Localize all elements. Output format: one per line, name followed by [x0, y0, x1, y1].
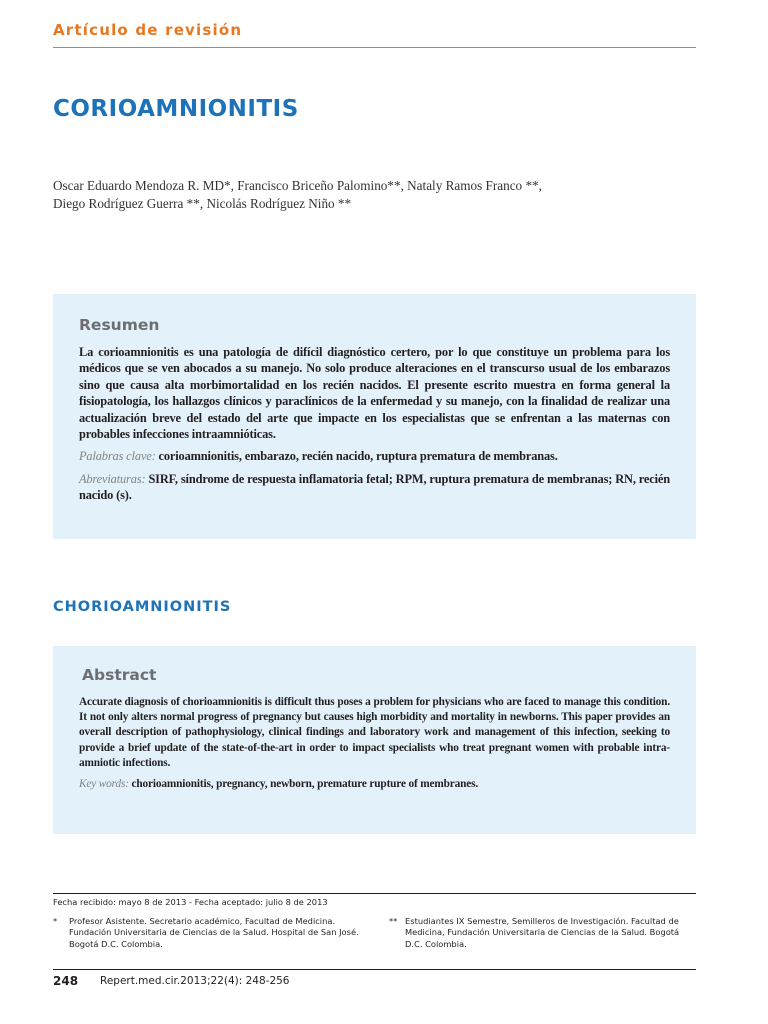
abbreviations-text: SIRF, síndrome de respuesta inflamatoria fetal; RPM, ruptura prematura de membranas; RN, recién nacido (s). — [79, 471, 671, 503]
english-title: CHORIOAMNIONITIS — [53, 599, 232, 615]
key-words-text: chorioamnionitis, pregnancy, newborn, premature rupture of membranes. — [131, 778, 479, 791]
author-list — [53, 177, 693, 213]
article-title: CORIOAMNIONITIS — [53, 96, 299, 122]
resumen-box — [53, 294, 696, 539]
footnote-1-text: Profesor Asistente. Secretario académico, Facultad de Medicina. Fundación Universitaria de Ciencias de la Salud. Hospital de San José. Bogotá D.C. Colombia. — [69, 916, 359, 949]
abstract-keywords — [79, 777, 670, 792]
received-accepted-dates: Fecha recibido: mayo 8 de 2013 - Fecha aceptado: julio 8 de 2013 — [53, 897, 328, 907]
footnote-1 — [53, 916, 368, 950]
journal-citation: Repert.med.cir.2013;22(4): 248-256 — [100, 975, 290, 987]
resumen-heading: Resumen — [79, 316, 160, 334]
page-number: 248 — [53, 974, 79, 988]
abstract-heading: Abstract — [82, 666, 157, 684]
abstract-box — [53, 646, 696, 834]
key-words-label: Key words: — [79, 778, 129, 791]
footnote-2 — [389, 916, 699, 950]
resumen-keywords — [79, 448, 670, 464]
abbreviations-label: Abreviaturas: — [79, 471, 146, 486]
section-label: Artículo de revisión — [53, 21, 243, 39]
keywords-label: Palabras clave: — [79, 449, 156, 464]
header-rule — [53, 47, 696, 48]
author-line-2: Diego Rodríguez Guerra **, Nicolás Rodríguez Niño ** — [53, 196, 352, 211]
dates-rule — [53, 893, 696, 894]
author-line-1: Oscar Eduardo Mendoza R. MD*, Francisco Briceño Palomino**, Nataly Ramos Franco **, — [53, 178, 542, 193]
footnote-1-mark: * — [53, 916, 58, 926]
footnote-2-text: Estudiantes IX Semestre, Semilleros de Investigación. Facultad de Medicina, Fundación Universitaria de Ciencias de la Salud. Bogotá D.C. Colombia. — [405, 916, 680, 949]
footer-rule — [53, 969, 696, 970]
resumen-body: La corioamnionitis es una patología de difícil diagnóstico certero, por lo que constituye un problema para los médicos que se ven abocados a su manejo. No solo produce alteraciones en el transcurso usual de los embarazos sino que causa alta morbimortalidad en los recién nacidos. El presente escrito muestra en forma general la fisiopatología, los hallazgos clínicos y paraclínicos de la enfermedad y su manejo, con la finalidad de realizar una actualización breve del estado del arte que impacte en los especialistas que se enfrentan a las maternas con probables infecciones intraamnióticas. — [79, 345, 670, 442]
footnote-2-mark: ** — [389, 916, 398, 926]
keywords-text: corioamnionitis, embarazo, recién nacido, ruptura prematura de membranas. — [158, 449, 558, 464]
abstract-body: Accurate diagnosis of chorioamnionitis is difficult thus poses a problem for physicians who are faced to manage this condition. It not only alters normal progress of pregnancy but causes high morbidity and mortality in newborns. This paper provides an overall description of pathophysiology, clinical findings and laboratory work and management of this infection, seeking to provide a brief update of the state-of-the-art in order to impact specialists who treat pregnant women with probable intra-amniotic infections. — [79, 696, 670, 769]
resumen-abbreviations — [79, 471, 670, 504]
